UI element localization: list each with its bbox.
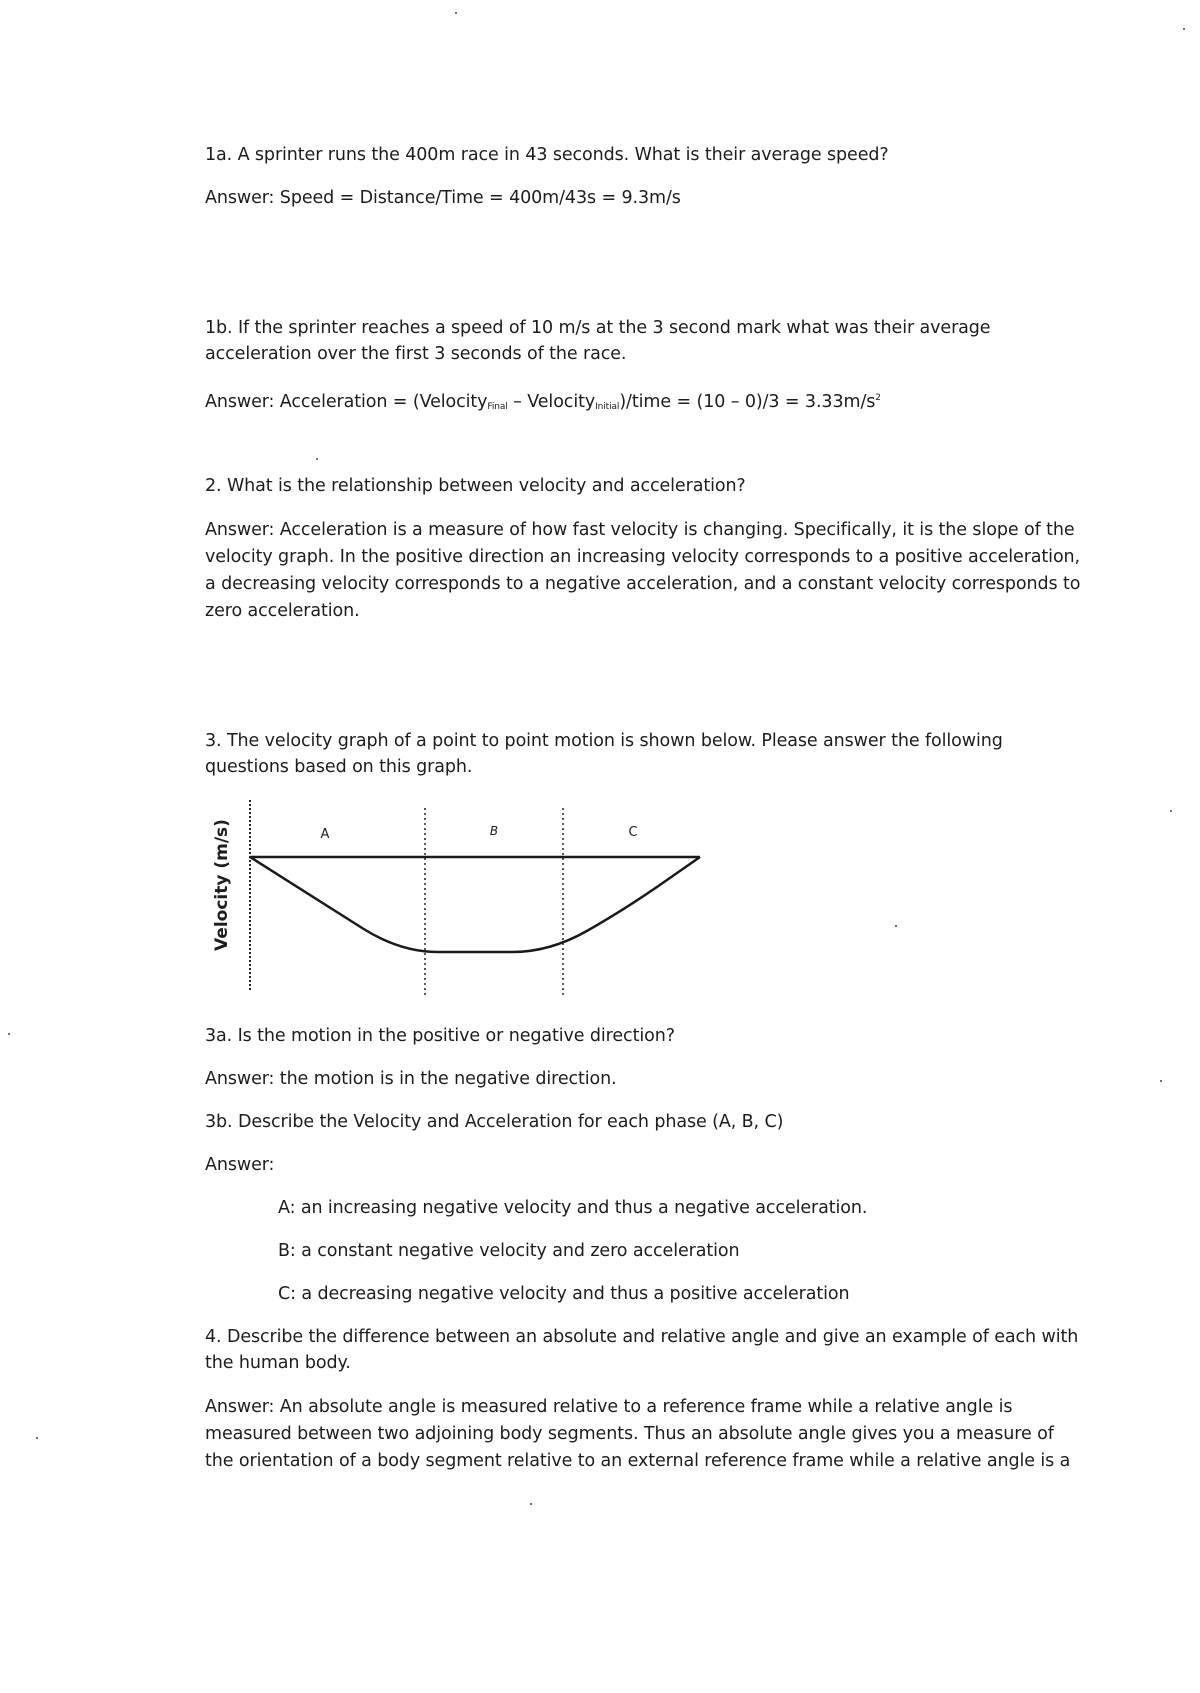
scan-speck [316,458,318,460]
answer-3b-phase-c: C: a decreasing negative velocity and thus a positive acceleration [278,1284,850,1304]
answer-1a: Answer: Speed = Distance/Time = 400m/43s = 9.3m/s [205,188,681,208]
phase-label-a: A [320,827,330,842]
scan-speck [1183,28,1185,30]
velocity-curve [250,857,700,952]
answer-3a: Answer: the motion is in the negative direction. [205,1069,617,1089]
question-3-line1: 3. The velocity graph of a point to point motion is shown below. Please answer the following [205,731,1003,751]
scan-speck [895,925,897,927]
question-1a: 1a. A sprinter runs the 400m race in 43 seconds. What is their average speed? [205,145,889,165]
velocity-graph [195,790,715,1000]
answer-2-line2: velocity graph. In the positive direction an increasing velocity corresponds to a positive acceleration, [205,547,1081,567]
answer-1b-sub-final: Final [487,401,508,412]
y-axis-label: Velocity (m/s) [212,819,232,951]
scan-speck [8,1033,10,1035]
question-4-line2: the human body. [205,1353,351,1373]
scan-speck [530,1503,532,1505]
answer-2-line4: zero acceleration. [205,601,360,621]
answer-1b-mid: – Velocity [507,391,596,412]
question-1b-line2: acceleration over the first 3 seconds of the race. [205,344,627,364]
question-2: 2. What is the relationship between velocity and acceleration? [205,476,746,496]
scan-speck [1170,810,1172,812]
answer-1b-sub-initial: Initial [595,401,620,412]
answer-2-line3: a decreasing velocity corresponds to a negative acceleration, and a constant velocity corresponds to [205,574,1081,594]
question-3a: 3a. Is the motion in the positive or negative direction? [205,1026,675,1046]
question-3-line2: questions based on this graph. [205,757,473,777]
answer-3b-phase-b: B: a constant negative velocity and zero acceleration [278,1241,740,1261]
answer-1b [205,385,1065,421]
answer-4-line1: Answer: An absolute angle is measured relative to a reference frame while a relative angle is [205,1397,1013,1417]
answer-2-line1: Answer: Acceleration is a measure of how fast velocity is changing. Specifically, it is the slope of the [205,520,1075,540]
answer-1b-prefix: Answer: Acceleration = (Velocity [205,391,488,412]
scan-speck [1160,1080,1162,1082]
scan-speck [455,12,457,14]
answer-4-line2: measured between two adjoining body segments. Thus an absolute angle gives you a measure of [205,1424,1054,1444]
answer-3b-phase-a: A: an increasing negative velocity and thus a negative acceleration. [278,1198,868,1218]
answer-1b-sup: 2 [875,393,881,403]
phase-label-b: B [489,824,499,838]
answer-1b-suffix: )/time = (10 – 0)/3 = 3.33m/s [619,391,876,412]
scan-speck [36,1437,38,1439]
answer-4-line3: the orientation of a body segment relative to an external reference frame while a relative angle is a [205,1451,1071,1471]
answer-3b-label: Answer: [205,1155,275,1175]
phase-label-c: C [628,825,638,840]
question-1b-line1: 1b. If the sprinter reaches a speed of 10 m/s at the 3 second mark what was their average [205,318,991,338]
question-4-line1: 4. Describe the difference between an absolute and relative angle and give an example of each with [205,1327,1079,1347]
question-3b: 3b. Describe the Velocity and Acceleration for each phase (A, B, C) [205,1112,784,1132]
